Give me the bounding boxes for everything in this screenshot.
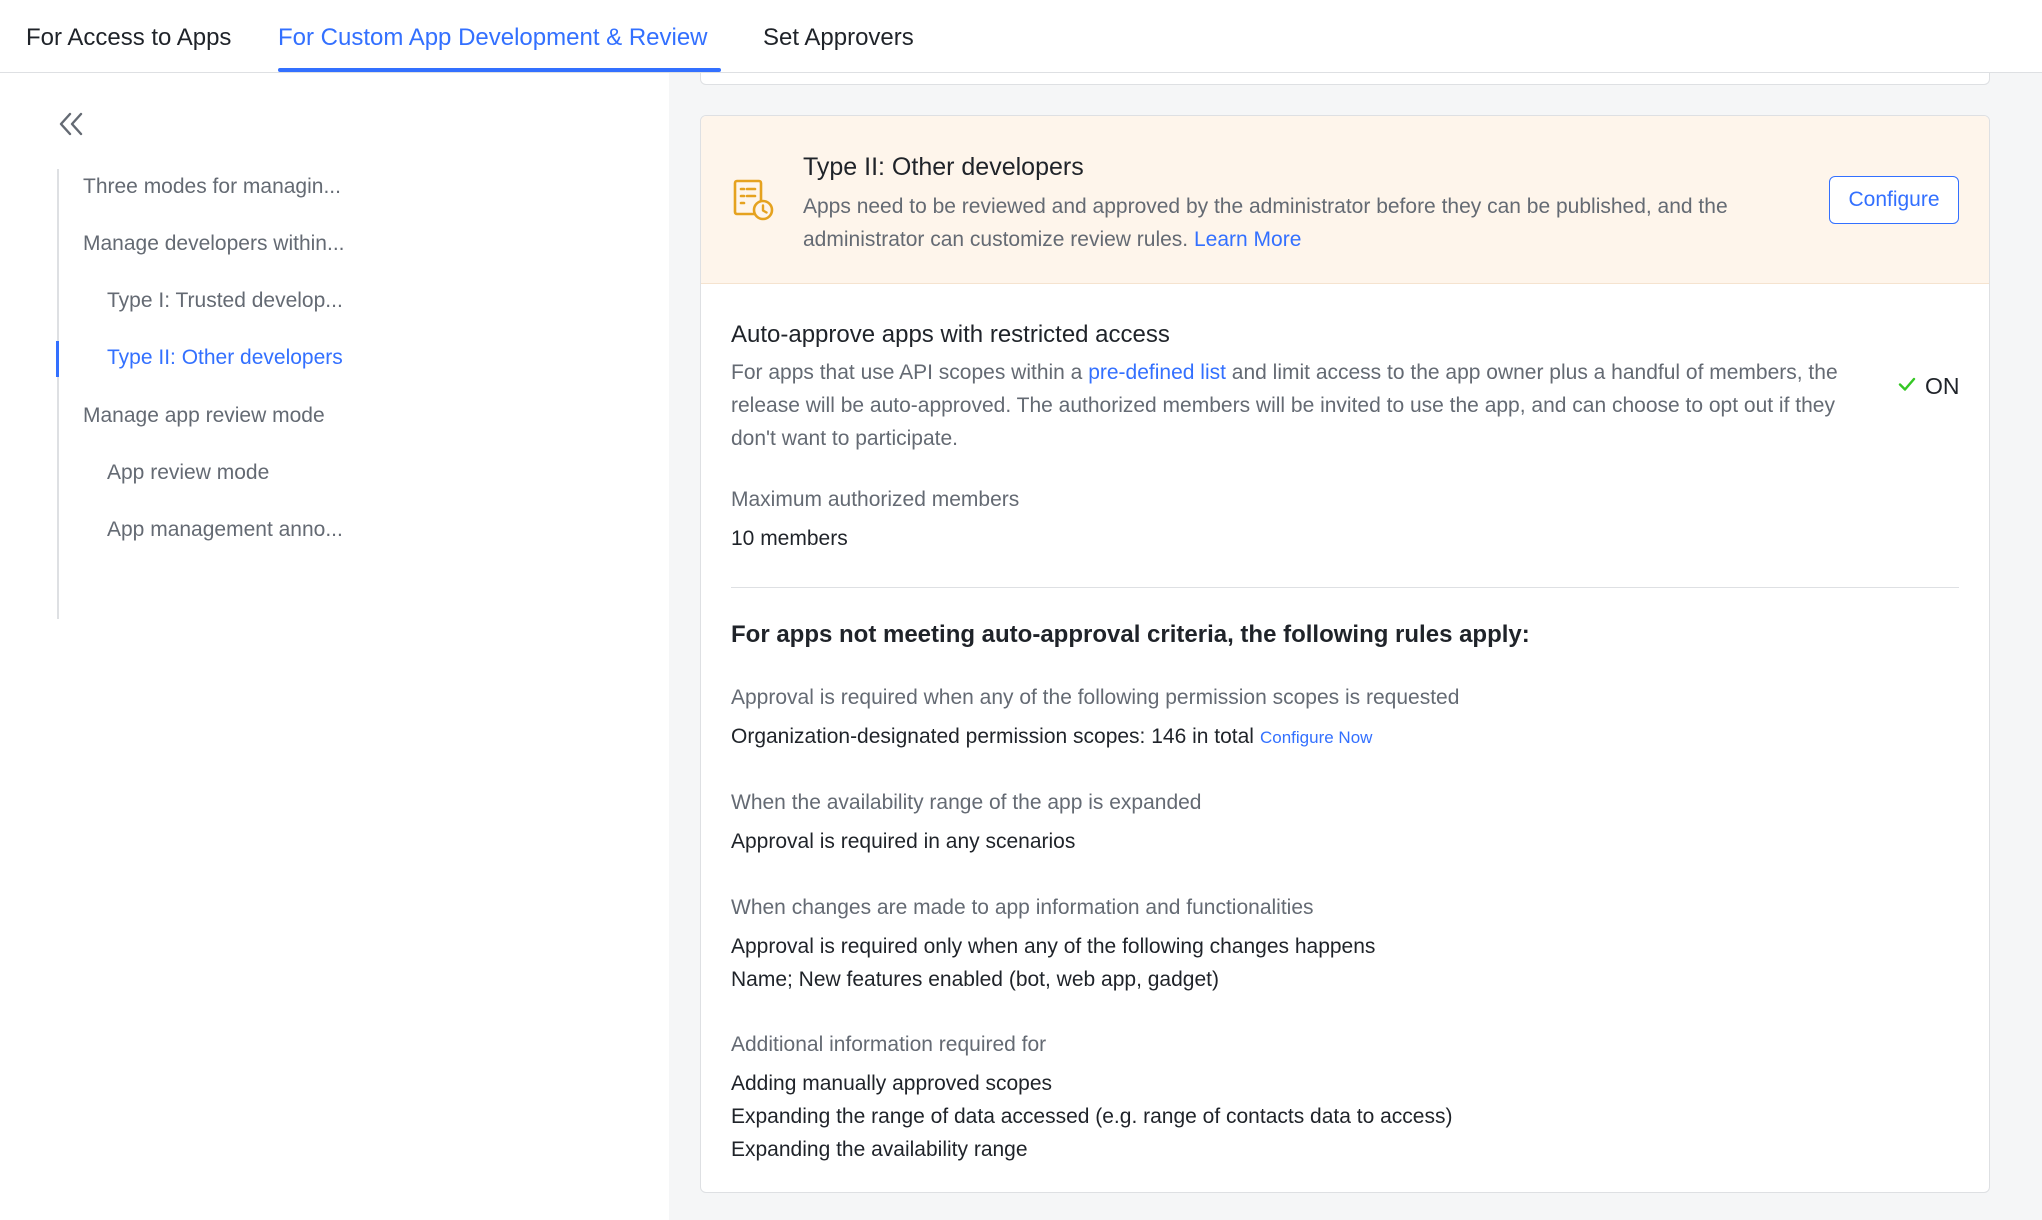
auto-approve-title: Auto-approve apps with restricted access [731,321,1170,348]
toc-item-type-1[interactable]: Type I: Trusted develop... [107,289,343,312]
scopes-value [731,720,1372,754]
top-tab-bar [0,0,2042,73]
banner-title: Type II: Other developers [803,153,1084,181]
range-label: When the availability range of the app is expanded [731,791,1202,814]
toc-item-app-management[interactable]: App management anno... [107,518,343,541]
toc-item-type-2[interactable]: Type II: Other developers [107,346,343,369]
scopes-value-text: Organization-designated permission scopes: 146 in total [731,725,1254,748]
type-2-banner [701,116,1989,284]
additional-item-3: Expanding the availability range [731,1138,1028,1161]
toc-item-three-modes[interactable]: Three modes for managin... [83,175,341,198]
tab-access-to-apps[interactable]: For Access to Apps [26,24,232,51]
banner-description [803,190,1803,256]
section-divider [731,587,1959,588]
changes-value-2: Name; New features enabled (bot, web app, gadget) [731,968,1219,991]
additional-item-1: Adding manually approved scopes [731,1072,1053,1095]
pre-defined-list-link[interactable]: pre-defined list [1088,361,1226,384]
active-tab-indicator [278,68,721,72]
check-icon [1897,374,1917,399]
changes-label: When changes are made to app information and functionalities [731,896,1314,919]
max-members-label: Maximum authorized members [731,488,1020,511]
range-value: Approval is required in any scenarios [731,830,1076,853]
additional-item-2: Expanding the range of data accessed (e.g. range of contacts data to access) [731,1105,1453,1128]
max-members-value: 10 members [731,527,848,550]
tab-set-approvers[interactable]: Set Approvers [763,24,914,51]
rules-title: For apps not meeting auto-approval criteria, the following rules apply: [731,621,1530,648]
learn-more-link[interactable]: Learn More [1193,228,1302,251]
toc-item-manage-review-mode[interactable]: Manage app review mode [83,404,325,427]
type-2-card [700,115,1990,1193]
toc-track [57,169,59,619]
tab-custom-app-development[interactable]: For Custom App Development & Review [278,24,708,51]
toc-item-manage-developers[interactable]: Manage developers within... [83,232,345,255]
scopes-label: Approval is required when any of the following permission scopes is requested [731,686,1460,709]
configure-now-link[interactable]: Configure Now [1259,728,1373,747]
configure-button[interactable]: Configure [1829,176,1959,224]
double-chevron-left-icon[interactable] [54,107,88,141]
changes-value-1: Approval is required only when any of the following changes happens [731,935,1376,958]
toc-item-app-review-mode[interactable]: App review mode [107,461,270,484]
toggle-status: ON [1925,373,1960,399]
auto-approve-toggle[interactable] [1897,373,1960,400]
toc-active-indicator [56,341,59,377]
auto-approve-description [731,356,1881,455]
previous-card-edge [700,73,1990,85]
sidebar-toc [0,73,669,1220]
additional-label: Additional information required for [731,1033,1047,1056]
auto-approve-desc-before: For apps that use API scopes within a [731,361,1089,384]
auto-approve-desc-after: and limit access to the app owner plus a handful of members, the release will be auto-approved. The authorized members will be invited to use the app, and can choose to opt out if they don't want to participate. [731,361,1838,450]
banner-description-text: Apps need to be reviewed and approved by the administrator before they can be published, and the administrator can customize review rules. [803,195,1728,251]
main-content [669,73,2042,1220]
review-document-clock-icon [731,178,775,222]
